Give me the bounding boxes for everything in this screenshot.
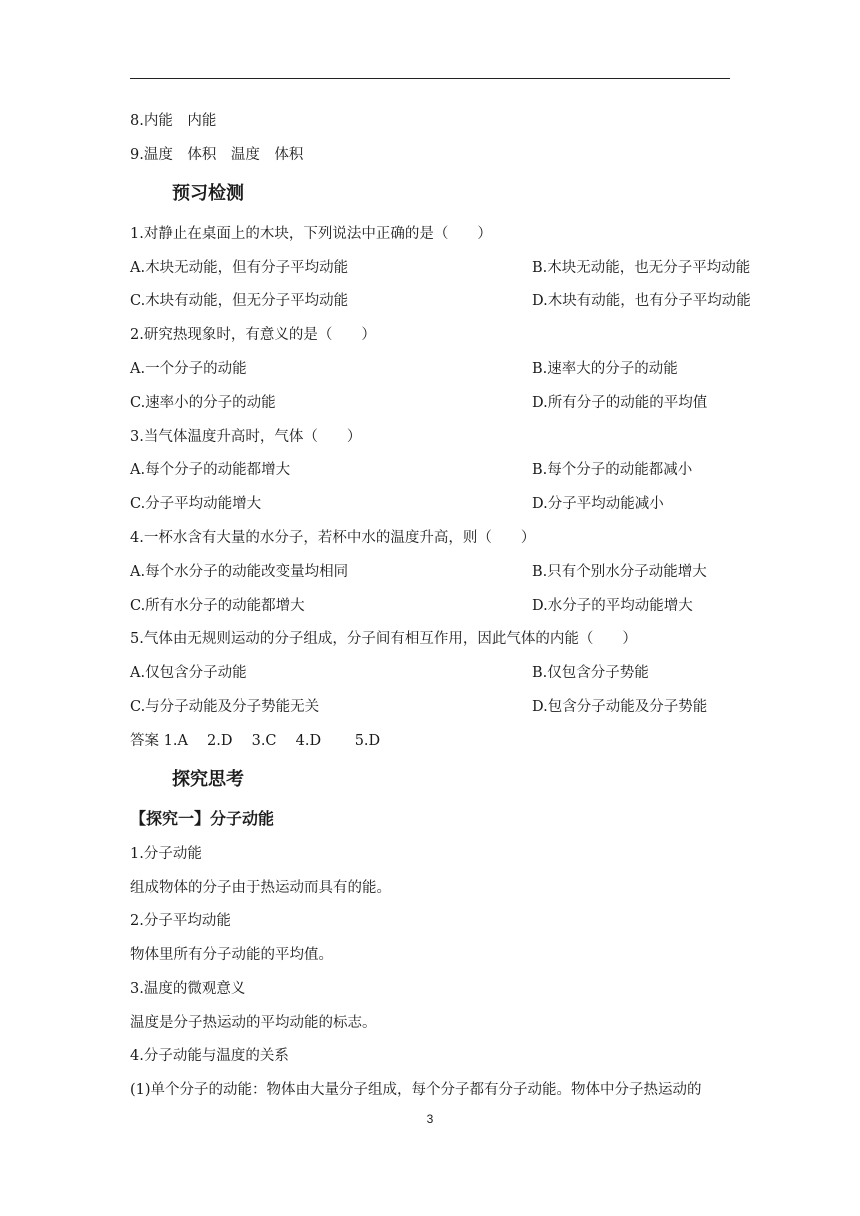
option-row [130, 359, 678, 379]
section-title-preview-check: 预习检测 [172, 183, 244, 204]
option-a: A.每个水分子的动能改变量均相同 [130, 564, 349, 580]
option-b: B.每个分子的动能都减小 [532, 462, 693, 478]
option-a: A.木块无动能，但有分子平均动能 [130, 260, 349, 276]
option-d: D.木块有动能，也有分子平均动能 [532, 293, 751, 309]
option-d: D.水分子的平均动能增大 [532, 598, 693, 614]
option-b: B.速率大的分子的动能 [532, 361, 678, 377]
header-rule [130, 78, 730, 79]
answer-line-8: 8.内能 内能 [130, 113, 217, 129]
question-stem: 2.研究热现象时，有意义的是（ ） [130, 327, 376, 343]
option-d: D.所有分子的动能的平均值 [532, 395, 708, 411]
question-stem: 1.对静止在桌面上的木块，下列说法中正确的是（ ） [130, 226, 492, 242]
explore-line: 4.分子动能与温度的关系 [130, 1048, 289, 1064]
option-row [130, 562, 707, 582]
explore-line: 物体里所有分子动能的平均值。 [130, 947, 333, 963]
option-a: A.仅包含分子动能 [130, 665, 247, 681]
question-stem: 4.一杯水含有大量的水分子，若杯中水的温度升高，则（ ） [130, 530, 536, 546]
answer-line-9: 9.温度 体积 温度 体积 [130, 147, 304, 163]
explore-line: 2.分子平均动能 [130, 913, 231, 929]
option-d: D.包含分子动能及分子势能 [532, 699, 708, 715]
option-row [130, 393, 708, 413]
option-row [130, 697, 708, 717]
option-d: D.分子平均动能减小 [532, 496, 664, 512]
option-c: C.木块有动能，但无分子平均动能 [130, 293, 349, 309]
section-title-explore-think: 探究思考 [172, 769, 244, 790]
option-c: C.所有水分子的动能都增大 [130, 598, 305, 614]
explore-line: 1.分子动能 [130, 846, 202, 862]
option-row [130, 494, 664, 514]
option-row [130, 291, 751, 311]
option-b: B.只有个别水分子动能增大 [532, 564, 707, 580]
explore-line: (1)单个分子的动能：物体由大量分子组成，每个分子都有分子动能。物体中分子热运动的 [130, 1082, 702, 1098]
option-row [130, 258, 751, 278]
option-a: A.每个分子的动能都增大 [130, 462, 291, 478]
option-b: B.仅包含分子势能 [532, 665, 649, 681]
option-c: C.分子平均动能增大 [130, 496, 262, 512]
option-row [130, 596, 693, 616]
explore-line: 3.温度的微观意义 [130, 981, 246, 997]
page-number: 3 [426, 1112, 434, 1126]
option-row [130, 663, 649, 683]
option-b: B.木块无动能，也无分子平均动能 [532, 260, 751, 276]
question-stem: 3.当气体温度升高时，气体（ ） [130, 429, 362, 445]
explore-line: 温度是分子热运动的平均动能的标志。 [130, 1015, 377, 1031]
option-row [130, 460, 693, 480]
answer-key: 答案 1.A 2.D 3.C 4.D 5.D [130, 733, 381, 749]
explore-line: 组成物体的分子由于热运动而具有的能。 [130, 880, 391, 896]
option-a: A.一个分子的动能 [130, 361, 247, 377]
explore-one-title: 【探究一】分子动能 [130, 809, 275, 828]
option-c: C.与分子动能及分子势能无关 [130, 699, 320, 715]
question-stem: 5.气体由无规则运动的分子组成，分子间有相互作用，因此气体的内能（ ） [130, 631, 637, 647]
option-c: C.速率小的分子的动能 [130, 395, 276, 411]
